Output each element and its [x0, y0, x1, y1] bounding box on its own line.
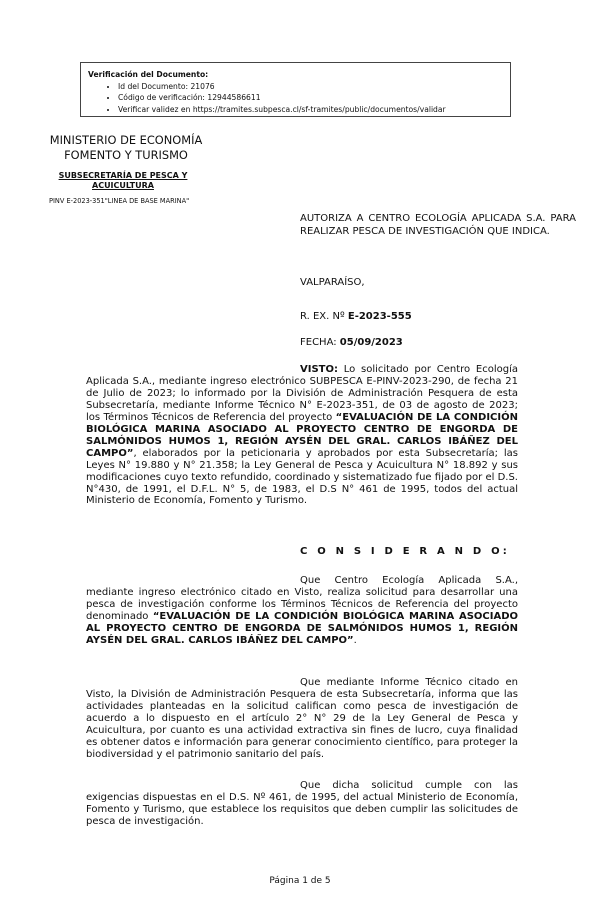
considerando-1-text: Que Centro Ecología Aplicada S.A., mediante ingreso electrónico citado en Visto, realiza solicitud para desarrollar una pesca de investigación conforme los Términos Técnicos de Referencia del proyecto denominado — [86, 575, 518, 622]
visto-paragraph — [86, 364, 518, 507]
verification-title: Verificación del Documento: — [88, 70, 209, 79]
ministry-line-1: MINISTERIO DE ECONOMÍA — [49, 133, 203, 147]
visto-text-2: , elaborados por la peticionaria y aprobados por esta Subsecretaría; las Leyes N° 19.880 y N° 21.358; la Ley General de Pesca y Acuicultura N° 18.892 y sus modificaciones cuyo texto refundido, coordinado y sistematizado fue fijado por el D.S. N°430, de 1991, el D.F.L. N° 5, de 1983, el D.S N° 461 de 1995, todos del actual Ministerio de Economía, Fomento y Turismo. — [86, 447, 518, 507]
date-label: FECHA: — [300, 337, 337, 348]
considerando-1-end: . — [353, 634, 357, 646]
resolution-number — [300, 310, 412, 323]
verification-code: • Código de verificación: 12944586611 — [118, 92, 504, 104]
verification-list — [88, 81, 504, 116]
verification-box — [80, 62, 511, 117]
considerando-2 — [86, 677, 518, 761]
visto-text-1: Lo solicitado por Centro Ecología Aplicada S.A., mediante ingreso electrónico SUBPESCA E-PINV-2023-290, de fecha 21 de Julio de 2023; lo informado por la División de Administración Pesquera de esta Subsecretaría, mediante Informe Técnico N° E-2023-351, de 03 de agosto de 2023; los Términos Técnicos de Referencia del proyecto — [86, 364, 518, 423]
considerando-3-text: Que dicha solicitud cumple con las exigencias dispuestas en el D.S. Nº 461, de 1995, del actual Ministerio de Economía, Fomento y Turismo, que establece los requisitos que deben cumplir las solicitudes de pesca de investigación. — [86, 780, 518, 827]
resolution-value: E-2023-555 — [347, 311, 412, 322]
verification-id: • Id del Documento: 21076 — [118, 81, 504, 93]
considerando-3 — [86, 780, 518, 828]
ministry-name — [36, 133, 216, 162]
visto-project: “EVALUACIÓN DE LA CONDICIÓN BIOLÓGICA MARINA ASOCIADO AL PROYECTO CENTRO DE ENGORDA DE SALMÓNIDOS HUMOS 1, REGIÓN AYSÉN DEL GRAL. CARLOS IBÁÑEZ DEL CAMPO” — [86, 411, 518, 459]
visto-section — [86, 364, 518, 507]
resolution-date — [300, 336, 403, 349]
date-value: 05/09/2023 — [339, 337, 403, 348]
considerando-heading: C O N S I D E R A N D O: — [300, 546, 510, 557]
resolution-label: R. EX. Nº — [300, 311, 345, 322]
verification-url[interactable]: • Verificar validez en https://tramites.subpesca.cl/sf-tramites/public/documentos/validar — [118, 104, 504, 116]
visto-heading: VISTO: — [300, 364, 338, 375]
considerando-1 — [86, 575, 518, 647]
subsecretaria-name: SUBSECRETARÍA DE PESCA Y ACUICULTURA — [58, 171, 188, 190]
page-number: Página 1 de 5 — [269, 876, 331, 886]
considerando-2-text: Que mediante Informe Técnico citado en Visto, la División de Administración Pesquera de esta Subsecretaría, informa que las actividades planteadas en la solicitud califican como pesca de investigación de acuerdo a lo dispuesto en el artículo 2° N° 29 de la Ley General de Pesca y Acuicultura, por cuanto es una actividad extractiva sin fines de lucro, cuya finalidad es obtener datos e información para generar conocimiento científico, para proteger la biodiversidad y el patrimonio sanitario del país. — [86, 677, 518, 760]
place: VALPARAÍSO, — [300, 277, 365, 288]
pinv-reference: PINV E-2023-351"LINEA DE BASE MARINA" — [49, 197, 190, 205]
resolution-summary: AUTORIZA A CENTRO ECOLOGÍA APLICADA S.A. PARA REALIZAR PESCA DE INVESTIGACIÓN QUE INDICA. — [300, 213, 576, 237]
considerando-1-project: “EVALUACIÓN DE LA CONDICIÓN BIOLÓGICA MARINA ASOCIADO AL PROYECTO CENTRO DE ENGORDA DE SALMÓNIDOS HUMOS 1, REGIÓN AYSÉN DEL GRAL. CARLOS IBÁÑEZ DEL CAMPO” — [86, 610, 518, 646]
ministry-line-2: FOMENTO Y TURISMO — [64, 147, 188, 162]
